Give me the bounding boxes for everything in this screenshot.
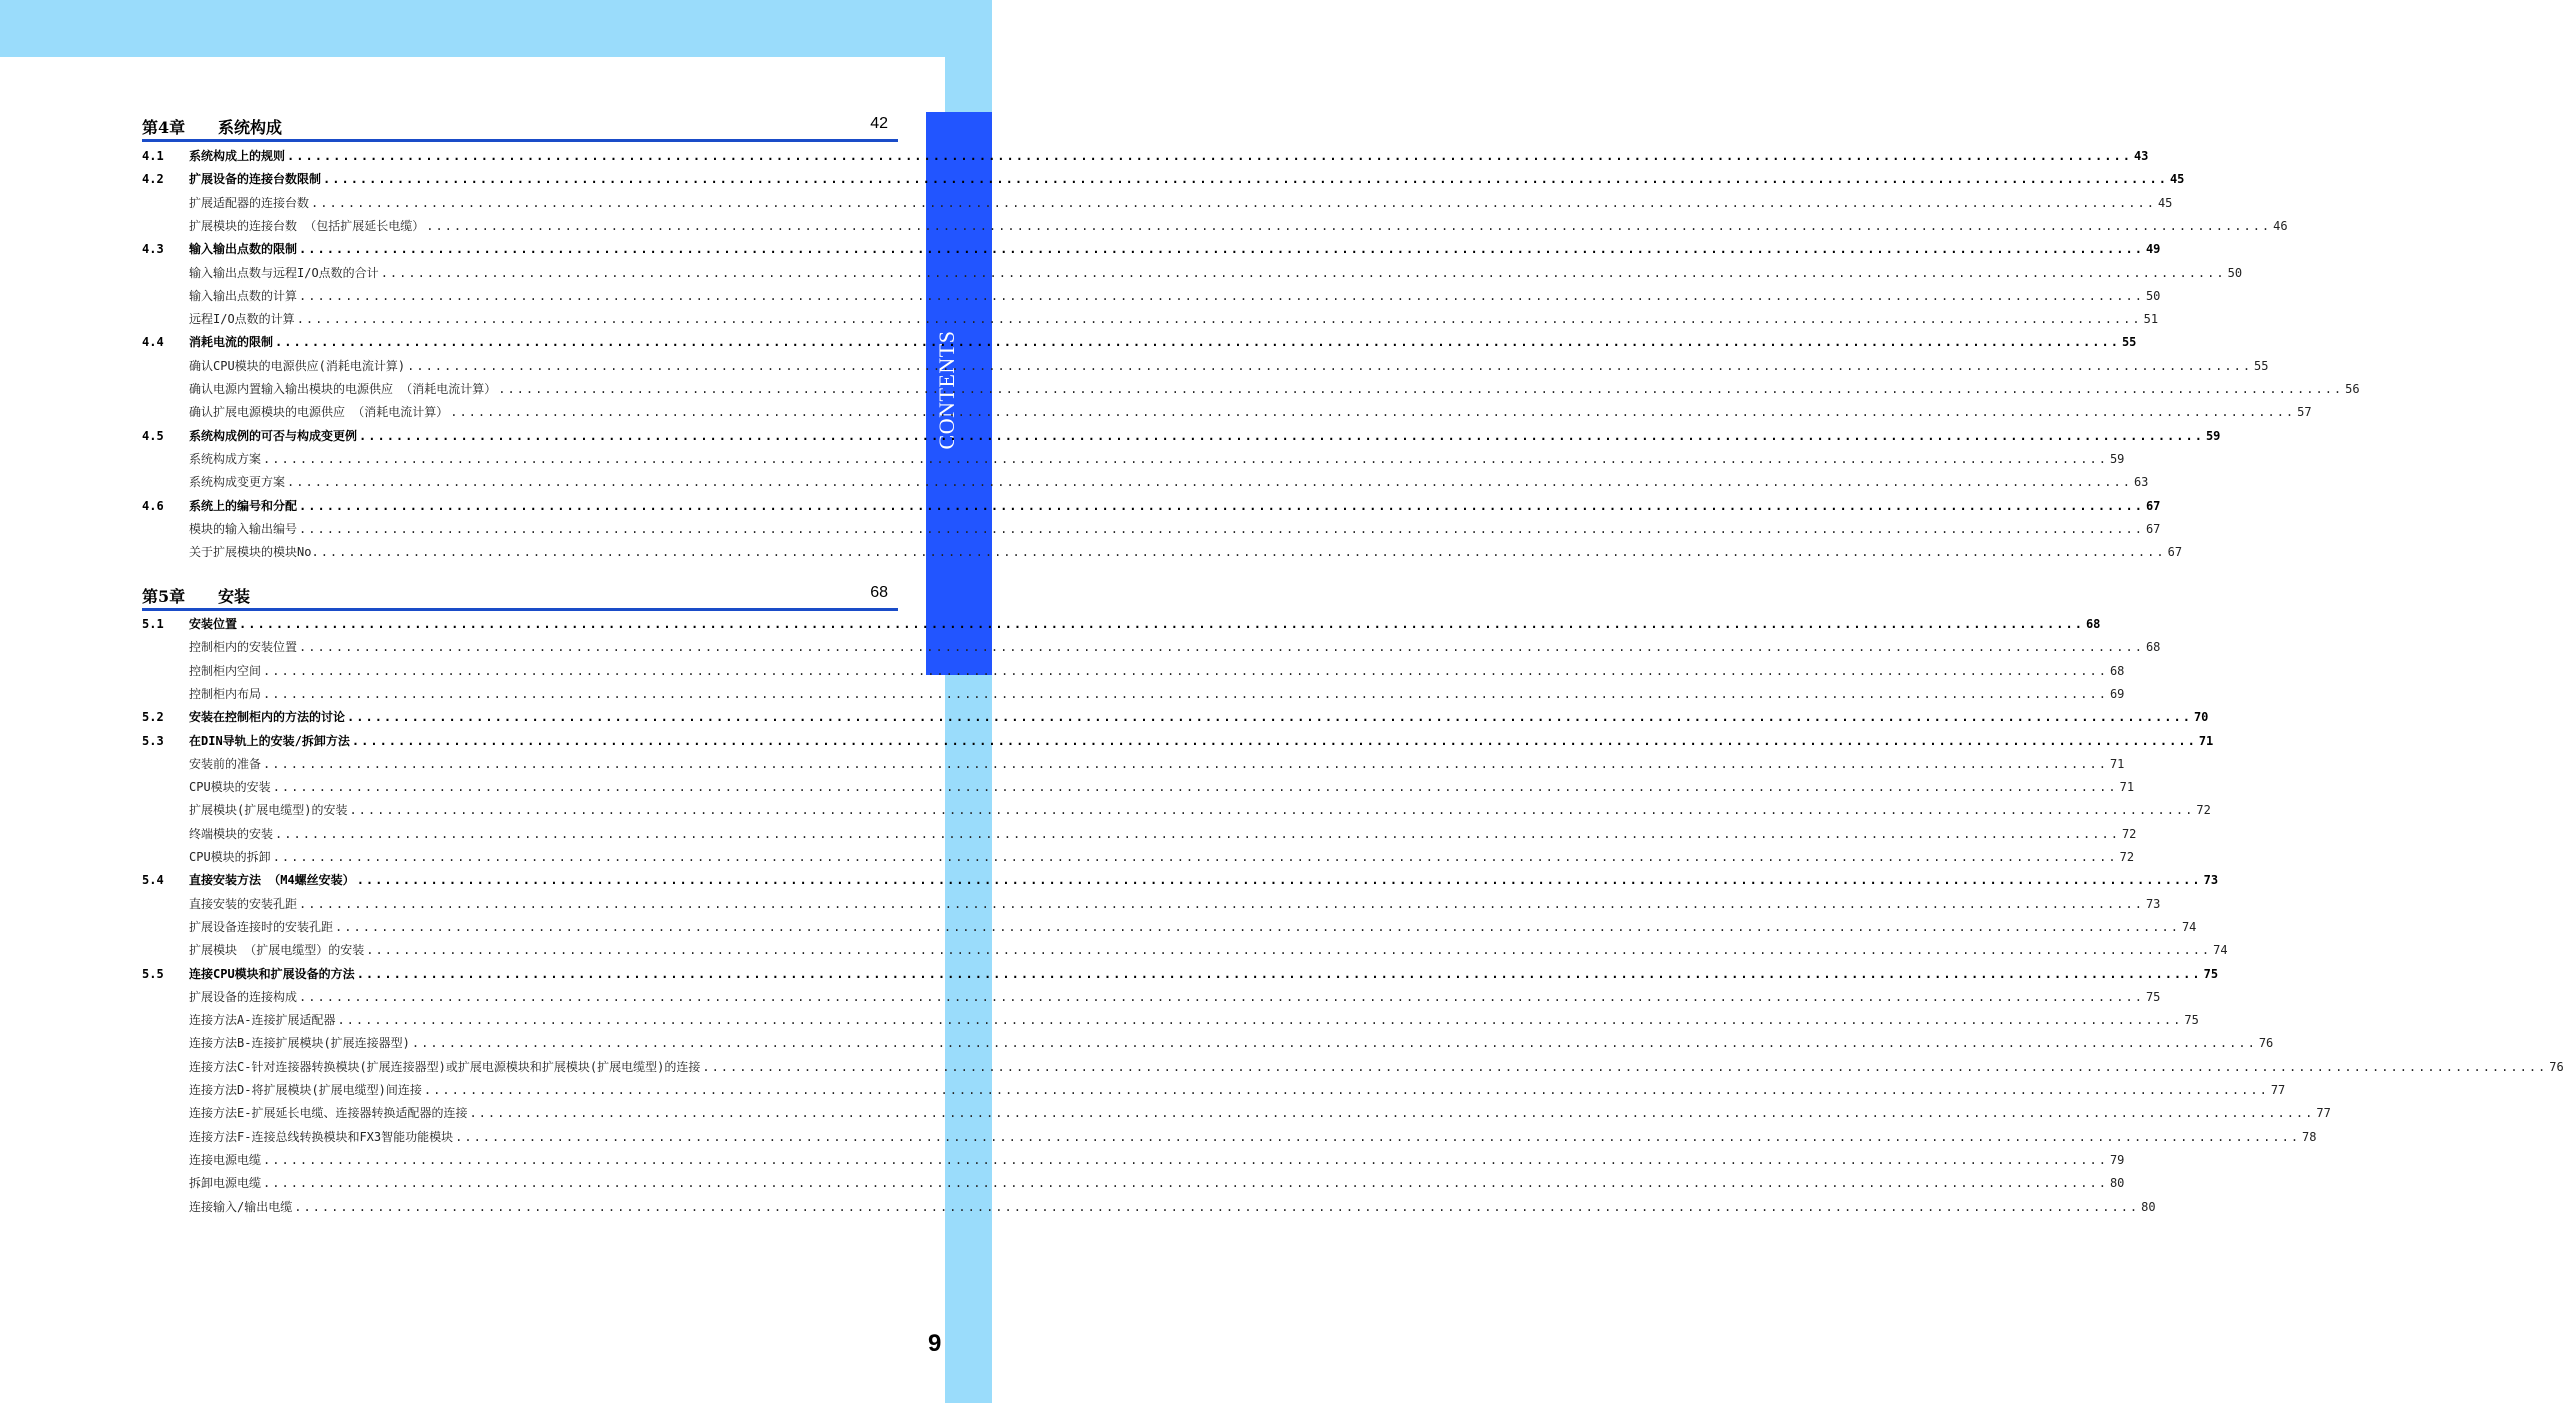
section-title: 终端模块的安装: [189, 826, 274, 841]
toc-entry: [142, 403, 2312, 421]
dot-leader: ........................................................................................................................................................................................................: [299, 640, 2144, 655]
section-title: 扩展模块(扩展电缆型)的安装: [189, 803, 348, 818]
section-page-number: 79: [2109, 1152, 2125, 1167]
section-page-number: 76: [2549, 1059, 2564, 1074]
toc-entry-body: [189, 615, 2101, 633]
toc-entry: [142, 638, 2161, 656]
toc-entry: [142, 965, 2219, 983]
section-title: 扩展设备的连接构成: [189, 989, 298, 1004]
toc-entry: [142, 264, 2243, 282]
section-title: 拆卸电源电缆: [189, 1176, 262, 1191]
toc-entry: [142, 450, 2125, 468]
toc-entry: [142, 170, 2185, 188]
section-number: 4.3: [142, 242, 164, 257]
dot-leader: ........................................................................................................................................................................................................: [263, 451, 2108, 466]
toc-entry-body: [189, 1081, 2286, 1099]
section-page-number: 80: [2141, 1199, 2156, 1214]
section-number: 4.6: [142, 498, 164, 513]
section-page-number: 71: [2119, 780, 2135, 795]
top-color-band: [0, 0, 992, 57]
toc-entry: [142, 427, 2221, 445]
section-page-number: 68: [2085, 617, 2101, 631]
toc-entry-body: [189, 965, 2219, 983]
section-page-number: 77: [2316, 1106, 2331, 1121]
toc-entry-body: [189, 310, 2159, 328]
chapter-title: 安装: [218, 587, 251, 606]
dot-leader: ........................................................................................................................................................................................................: [299, 896, 2144, 911]
toc-entry: [142, 801, 2211, 819]
section-page-number: 67: [2145, 498, 2161, 513]
toc-entry: [142, 310, 2159, 328]
toc-entry-body: [189, 380, 2360, 398]
section-page-number: 72: [2121, 826, 2137, 841]
section-title: 直接安装的安装孔距: [189, 896, 298, 911]
toc-entry: [142, 147, 2149, 165]
toc-entry: [142, 895, 2161, 913]
section-title: 连接方法D-将扩展模块(扩展电缆型)间连接: [189, 1083, 422, 1097]
dot-leader: ........................................................................................................................................................................................................: [263, 1176, 2108, 1191]
dot-leader: ........................................................................................................................................................................................................: [335, 919, 2180, 934]
dot-leader: ........................................................................................................................................................................................................: [407, 358, 2253, 373]
toc-entry-body: [189, 1151, 2125, 1169]
dot-leader: ........................................................................................................................................................................................................: [351, 733, 2197, 748]
dot-leader: ........................................................................................................................................................................................................: [356, 966, 2202, 981]
dot-leader: ........................................................................................................................................................................................................: [275, 826, 2120, 841]
section-title: 安装前的准备: [189, 756, 262, 771]
section-page-number: 72: [2119, 850, 2135, 864]
section-title: CPU模块的拆卸: [189, 850, 271, 864]
toc-entry: [142, 615, 2101, 633]
section-title: 输入输出点数与远程I/O点数的合计: [189, 265, 379, 280]
section-number: 5.2: [142, 710, 164, 725]
toc-entry: [142, 217, 2288, 235]
dot-leader: ........................................................................................................................................................................................................: [263, 1152, 2108, 1167]
dot-leader: ........................................................................................................................................................................................................: [349, 803, 2195, 818]
section-page-number: 59: [2205, 428, 2221, 443]
toc-entry: [142, 1198, 2156, 1216]
toc-entry-body: [189, 732, 2214, 750]
dot-leader: ........................................................................................................................................................................................................: [337, 1013, 2183, 1028]
dot-leader: ........................................................................................................................................................................................................: [299, 989, 2144, 1004]
toc-entry: [142, 1081, 2286, 1099]
dot-leader: ........................................................................................................................................................................................................: [272, 850, 2118, 864]
toc-entry-body: [189, 497, 2161, 515]
section-title: 连接CPU模块和扩展设备的方法: [189, 966, 355, 981]
chapter-number: 第5章: [142, 587, 186, 606]
section-page-number: 55: [2121, 335, 2137, 350]
section-page-number: 43: [2133, 149, 2149, 163]
toc-entry: [142, 1011, 2199, 1029]
section-page-number: 55: [2254, 358, 2269, 373]
section-number: 4.5: [142, 428, 164, 443]
toc-entry: [142, 1151, 2125, 1169]
section-page-number: 67: [2167, 545, 2183, 560]
toc-entry: [142, 333, 2137, 351]
toc-entry-body: [189, 450, 2125, 468]
toc-entry-body: [189, 755, 2125, 773]
section-title: 确认CPU模块的电源供应(消耗电流计算): [189, 358, 406, 373]
toc-entry: [142, 988, 2161, 1006]
dot-leader: ........................................................................................................................................................................................................: [359, 428, 2204, 443]
section-title: 连接电源电缆: [189, 1152, 262, 1167]
toc-entry-body: [189, 895, 2161, 913]
section-title: 扩展模块的连接台数 （包括扩展延长电缆）: [189, 218, 425, 233]
toc-entry-body: [189, 1011, 2199, 1029]
section-title: 在DIN导轨上的安装/拆卸方法: [189, 733, 350, 748]
toc-entry: [142, 1104, 2331, 1122]
dot-leader: ........................................................................................................................................................................................................: [311, 195, 2156, 210]
toc-entry: [142, 732, 2214, 750]
toc-entry: [142, 918, 2197, 936]
section-page-number: 68: [2145, 640, 2161, 655]
section-number: 5.1: [142, 617, 164, 631]
dot-leader: ........................................................................................................................................................................................................: [498, 382, 2344, 396]
dot-leader: ........................................................................................................................................................................................................: [380, 265, 2226, 280]
toc-entry-body: [189, 638, 2161, 656]
dot-leader: ........................................................................................................................................................................................................: [239, 617, 2084, 631]
dot-leader: ........................................................................................................................................................................................................: [299, 521, 2144, 536]
section-page-number: 71: [2109, 756, 2125, 771]
section-page-number: 75: [2184, 1013, 2199, 1028]
toc-entry-body: [189, 427, 2221, 445]
toc-entry-body: [189, 170, 2185, 188]
toc-entry-body: [189, 1198, 2156, 1216]
section-title: 系统构成例的可否与构成变更例: [189, 428, 358, 443]
section-number: 4.2: [142, 172, 164, 187]
section-title: 扩展模块 （扩展电缆型）的安装: [189, 943, 365, 958]
section-title: 安装位置: [189, 617, 238, 631]
section-page-number: 75: [2203, 966, 2219, 981]
chapter-page-number: 68: [870, 584, 888, 601]
toc-entry-body: [189, 825, 2137, 843]
section-title: 连接方法B-连接扩展模块(扩展连接器型): [189, 1036, 410, 1051]
toc-entry: [142, 755, 2125, 773]
toc-entry-body: [189, 403, 2312, 421]
section-number: 4.1: [142, 149, 164, 163]
dot-leader: ........................................................................................................................................................................................................: [366, 943, 2212, 958]
section-title: 控制柜内空间: [189, 663, 262, 678]
toc-entry: [142, 941, 2228, 959]
section-page-number: 69: [2109, 686, 2125, 701]
section-title: 扩展适配器的连接台数: [189, 195, 310, 210]
toc-entry: [142, 1174, 2125, 1192]
dot-leader: ........................................................................................................................................................................................................: [455, 1129, 2301, 1144]
toc-entry-body: [189, 287, 2161, 305]
dot-leader: ........................................................................................................................................................................................................: [263, 686, 2108, 701]
chapter-page-number: 42: [870, 115, 888, 132]
dot-leader: ........................................................................................................................................................................................................: [347, 710, 2192, 725]
section-title: 控制柜内的安装位置: [189, 640, 298, 655]
section-title: 系统构成方案: [189, 451, 262, 466]
toc-entry-body: [189, 333, 2137, 351]
section-title: 扩展设备连接时的安装孔距: [189, 919, 334, 934]
section-title: 连接方法F-连接总线转换模块和FX3智能功能模块: [189, 1129, 454, 1144]
section-number: 5.3: [142, 733, 164, 748]
contents-tab-label: CONTENTS: [934, 330, 959, 450]
toc-entry: [142, 240, 2161, 258]
section-page-number: 67: [2145, 521, 2161, 536]
section-title: 模块的输入输出编号: [189, 521, 298, 536]
toc-entry: [142, 520, 2161, 538]
section-page-number: 74: [2181, 919, 2197, 934]
toc-entry-body: [189, 988, 2161, 1006]
toc-entry: [142, 685, 2125, 703]
section-page-number: 71: [2198, 733, 2214, 748]
section-title: 安装在控制柜内的方法的讨论: [189, 710, 346, 725]
toc-entry-body: [189, 543, 2183, 561]
dot-leader: ........................................................................................................................................................................................................: [296, 312, 2142, 327]
toc-entry-body: [189, 918, 2197, 936]
dot-leader: ........................................................................................................................................................................................................: [450, 405, 2296, 420]
toc-entry-body: [189, 147, 2149, 165]
section-page-number: 74: [2213, 943, 2228, 958]
toc-entry: [142, 778, 2135, 796]
dot-leader: ........................................................................................................................................................................................................: [426, 218, 2272, 233]
toc-entry: [142, 1034, 2274, 1052]
toc-entry: [142, 287, 2161, 305]
section-title: 确认扩展电源模块的电源供应 （消耗电流计算）: [189, 405, 449, 420]
dot-leader: ........................................................................................................................................................................................................: [411, 1036, 2257, 1051]
section-page-number: 56: [2345, 382, 2360, 396]
section-page-number: 77: [2270, 1083, 2286, 1097]
section-title: 系统构成上的规则: [189, 149, 286, 163]
toc-entry-body: [189, 194, 2173, 212]
dot-leader: ........................................................................................................................................................................................................: [702, 1059, 2548, 1074]
section-title: 连接方法E-扩展延长电缆、连接器转换适配器的连接: [189, 1106, 468, 1121]
dot-leader: ........................................................................................................................................................................................................: [263, 663, 2108, 678]
dot-leader: ........................................................................................................................................................................................................: [323, 172, 2168, 187]
section-page-number: 59: [2109, 451, 2125, 466]
toc-entry: [142, 825, 2137, 843]
section-page-number: 50: [2227, 265, 2243, 280]
toc-entry-body: [189, 520, 2161, 538]
section-page-number: 78: [2302, 1129, 2317, 1144]
section-page-number: 68: [2109, 663, 2125, 678]
dot-leader: ........................................................................................................................................................................................................: [423, 1083, 2269, 1097]
toc-entry-body: [189, 708, 2209, 726]
dot-leader: ........................................................................................................................................................................................................: [299, 498, 2144, 513]
toc-entry: [142, 848, 2135, 866]
section-page-number: 72: [2196, 803, 2211, 818]
section-page-number: 63: [2133, 475, 2149, 490]
toc-entry: [142, 380, 2360, 398]
toc-entry-body: [189, 1128, 2317, 1146]
toc-entry-body: [189, 941, 2228, 959]
section-page-number: 45: [2169, 172, 2185, 187]
section-page-number: 70: [2193, 710, 2209, 725]
section-title: 连接方法A-连接扩展适配器: [189, 1013, 336, 1028]
section-title: 连接方法C-针对连接器转换模块(扩展连接器型)或扩展电源模块和扩展模块(扩展电缆型)的连接: [189, 1059, 701, 1074]
section-number: 4.4: [142, 335, 164, 350]
dot-leader: ........................................................................................................................................................................................................: [272, 780, 2118, 795]
toc-entry-body: [189, 1034, 2274, 1052]
section-page-number: 76: [2258, 1036, 2274, 1051]
section-page-number: 75: [2145, 989, 2161, 1004]
toc-entry-body: [189, 801, 2211, 819]
chapter-number: 第4章: [142, 118, 186, 137]
toc-entry-body: [189, 685, 2125, 703]
section-page-number: 46: [2273, 218, 2288, 233]
dot-leader: ........................................................................................................................................................................................................: [299, 288, 2144, 303]
dot-leader: ........................................................................................................................................................................................................: [320, 545, 2166, 560]
toc-entry: [142, 708, 2209, 726]
section-title: 系统上的编号和分配: [189, 498, 298, 513]
dot-leader: ........................................................................................................................................................................................................: [356, 873, 2202, 888]
chapter-heading: [142, 584, 898, 611]
section-title: 输入输出点数的限制: [189, 242, 298, 257]
section-number: 5.5: [142, 966, 164, 981]
toc-entry-body: [189, 1104, 2331, 1122]
toc-entry-body: [189, 1174, 2125, 1192]
toc-entry: [142, 662, 2125, 680]
section-number: 5.4: [142, 873, 164, 888]
toc-entry: [142, 473, 2149, 491]
section-page-number: 51: [2143, 312, 2159, 327]
section-page-number: 45: [2157, 195, 2173, 210]
dot-leader: ........................................................................................................................................................................................................: [469, 1106, 2315, 1121]
dot-leader: ........................................................................................................................................................................................................: [287, 475, 2132, 490]
toc-entry-body: [189, 848, 2135, 866]
section-title: 系统构成变更方案: [189, 475, 286, 490]
section-title: 直接安装方法 （M4螺丝安装）: [189, 873, 355, 888]
toc-entry: [142, 357, 2269, 375]
toc-entry-body: [189, 264, 2243, 282]
section-title: 关于扩展模块的模块No.: [189, 545, 319, 560]
section-title: 确认电源内置输入输出模块的电源供应 （消耗电流计算）: [189, 382, 497, 396]
section-page-number: 80: [2109, 1176, 2125, 1191]
toc-entry-body: [189, 1058, 2564, 1076]
toc-entry: [142, 194, 2173, 212]
section-title: CPU模块的安装: [189, 780, 271, 795]
toc-entry-body: [189, 217, 2288, 235]
chapter-title: 系统构成: [218, 118, 283, 137]
dot-leader: ........................................................................................................................................................................................................: [275, 335, 2120, 350]
section-page-number: 57: [2297, 405, 2312, 420]
section-title: 控制柜内布局: [189, 686, 262, 701]
section-page-number: 73: [2203, 873, 2219, 888]
section-title: 消耗电流的限制: [189, 335, 274, 350]
toc-entry-body: [189, 240, 2161, 258]
toc-entry: [142, 1058, 2564, 1076]
dot-leader: ........................................................................................................................................................................................................: [294, 1199, 2140, 1214]
toc-entry-body: [189, 357, 2269, 375]
toc-entry: [142, 1128, 2317, 1146]
page-number: 9: [928, 1330, 942, 1357]
dot-leader: ........................................................................................................................................................................................................: [263, 756, 2108, 771]
section-title: 远程I/O点数的计算: [189, 312, 295, 327]
toc-entry-body: [189, 871, 2219, 889]
dot-leader: ........................................................................................................................................................................................................: [287, 149, 2132, 163]
toc-entry: [142, 871, 2219, 889]
section-page-number: 73: [2145, 896, 2161, 911]
toc-entry-body: [189, 662, 2125, 680]
toc-entry: [142, 497, 2161, 515]
toc-entry: [142, 543, 2183, 561]
toc-entry-body: [189, 778, 2135, 796]
section-title: 连接输入/输出电缆: [189, 1199, 293, 1214]
section-title: 扩展设备的连接台数限制: [189, 172, 322, 187]
toc-entry-body: [189, 473, 2149, 491]
chapter-heading: [142, 115, 898, 142]
dot-leader: ........................................................................................................................................................................................................: [299, 242, 2144, 257]
section-title: 输入输出点数的计算: [189, 288, 298, 303]
section-page-number: 50: [2145, 288, 2161, 303]
section-page-number: 49: [2145, 242, 2161, 257]
